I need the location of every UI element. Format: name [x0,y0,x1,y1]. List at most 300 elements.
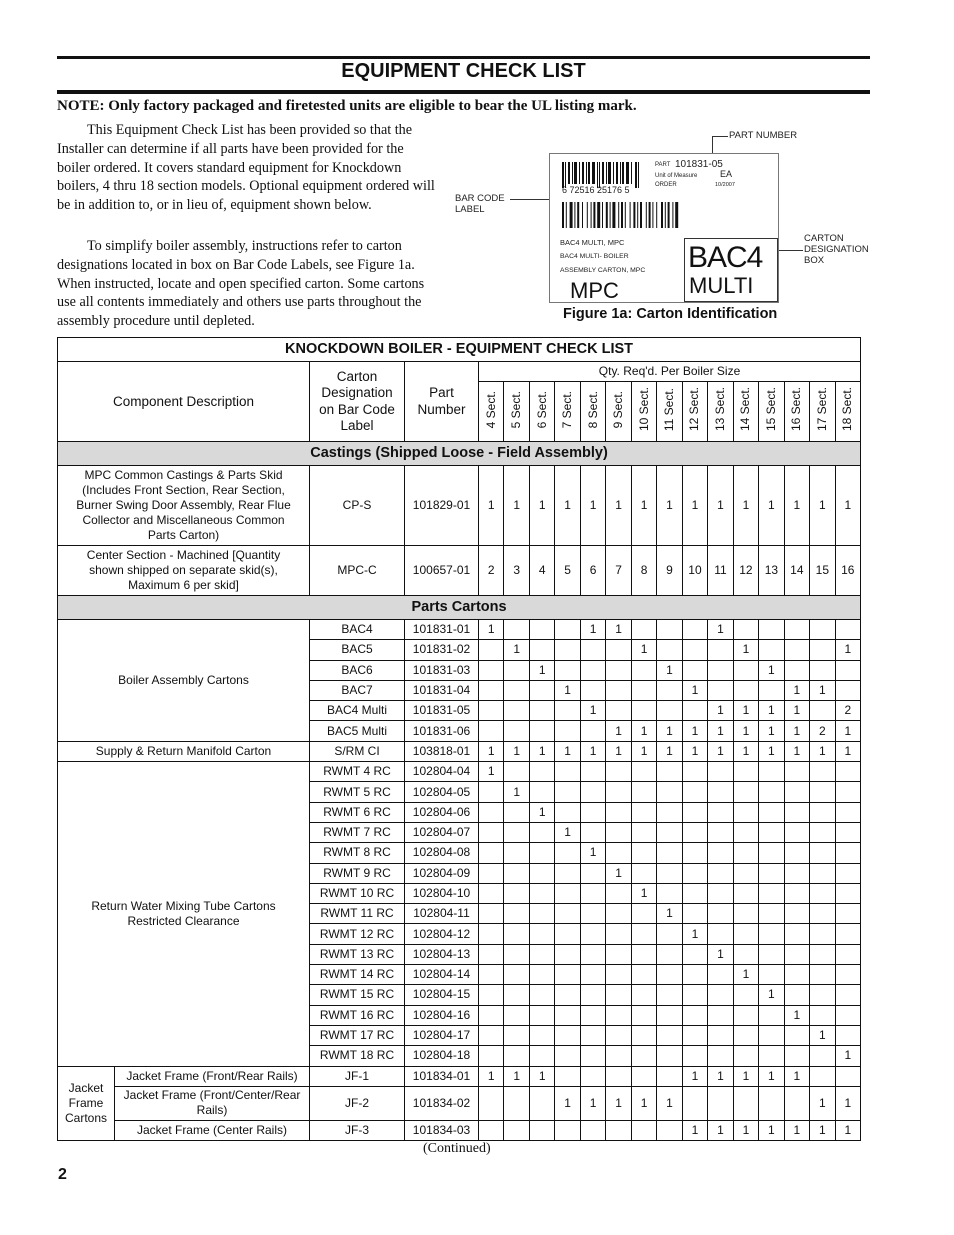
qty-cell [657,924,682,944]
carton-designation: RWMT 6 RC [310,802,405,822]
barcode-bar [640,202,642,228]
qty-cell [784,802,809,822]
qty-cell [759,944,784,964]
label-brand: MPC [570,278,619,303]
qty-cell [733,1046,758,1066]
qty-cell [657,1025,682,1045]
qty-cell [784,1025,809,1045]
qty-cell: 1 [733,965,758,985]
qty-cell: 1 [657,466,682,546]
qty-cell [657,620,682,640]
barcode-bar [606,202,608,228]
qty-cell [631,1046,656,1066]
qty-cell [657,1046,682,1066]
qty-cell: 1 [606,466,631,546]
carton-designation: RWMT 7 RC [310,822,405,842]
qty-cell [529,782,554,802]
barcode-bar [656,202,657,228]
barcode-bar [625,202,626,228]
qty-cell [529,680,554,700]
qty-cell [657,782,682,802]
barcode-bar [621,202,623,228]
qty-cell [529,1046,554,1066]
qty-cell [504,863,529,883]
barcode-bar [652,202,653,228]
qty-cell [835,863,860,883]
carton-paragraph: To simplify boiler assembly, instructions refer to carton designations located in box on Bar Code Labels, see Figure 1a. When instructed, locate and open specified carton. Some cartons use all contents immediately and others use parts throughout the assembly procedure until depleted. [57,238,425,330]
part-number: 101831-05 [405,701,479,721]
qty-cell [529,904,554,924]
qty-cell [580,985,605,1005]
qty-cell [504,965,529,985]
part-number: 102804-08 [405,843,479,863]
carton-designation: JF-1 [310,1066,405,1086]
carton-designation: RWMT 12 RC [310,924,405,944]
qty-cell: 1 [529,466,554,546]
qty-cell [529,985,554,1005]
qty-cell: 1 [784,741,809,761]
barcode-bar [587,202,588,228]
qty-cell [479,1005,504,1025]
component-description: MPC Common Castings & Parts Skid (Includes Front Section, Rear Section, Burner Swing Door Assembly, Rear Flue Collector and Miscellaneous Common Parts Carton) [58,466,310,546]
qty-cell [504,762,529,782]
qty-cell [479,680,504,700]
qty-cell [606,782,631,802]
carton-designation: RWMT 10 RC [310,883,405,903]
table-row [58,1066,861,1086]
size-label: 8 Sect. [585,390,600,429]
qty-cell: 1 [733,701,758,721]
qty-cell: 1 [479,466,504,546]
qty-cell [835,985,860,1005]
qty-cell [835,660,860,680]
qty-cell [784,1046,809,1066]
qty-cell: 1 [708,741,733,761]
qty-cell [784,944,809,964]
qty-cell [606,843,631,863]
component-description: Supply & Return Manifold Carton [58,741,310,761]
qty-cell [555,640,580,660]
qty-cell [733,863,758,883]
qty-cell [631,904,656,924]
qty-cell [504,822,529,842]
qty-cell: 1 [504,1066,529,1086]
qty-cell [504,1005,529,1025]
qty-cell [733,1005,758,1025]
qty-cell [733,1025,758,1045]
qty-cell: 3 [504,546,529,596]
qty-cell [708,1005,733,1025]
qty-cell: 1 [784,1066,809,1086]
callout-carton-designation-box: CARTON DESIGNATION BOX [804,233,869,266]
carton-identification-figure [440,126,880,326]
qty-cell: 1 [504,640,529,660]
part-number: 102804-05 [405,782,479,802]
qty-cell [810,1066,835,1086]
size-label: 15 Sect. [763,387,778,432]
qty-cell: 6 [580,546,605,596]
qty-cell [759,904,784,924]
qty-cell: 1 [682,1120,707,1140]
qty-cell [555,1005,580,1025]
carton-designation: RWMT 18 RC [310,1046,405,1066]
size-header [810,382,835,442]
qty-cell [479,721,504,741]
table-row [58,741,861,761]
qty-cell [682,944,707,964]
qty-cell [784,843,809,863]
qty-cell [606,985,631,1005]
size-label: 5 Sect. [509,390,524,429]
qty-cell [733,904,758,924]
qty-cell: 1 [682,1066,707,1086]
section-castings-row [58,442,861,466]
qty-cell: 1 [631,741,656,761]
qty-cell [479,822,504,842]
qty-cell [631,1025,656,1045]
carton-designation: JF-3 [310,1120,405,1140]
qty-cell: 1 [682,721,707,741]
qty-cell [606,924,631,944]
qty-cell: 1 [784,721,809,741]
callout-bar-code-label: BAR CODE LABEL [455,193,505,215]
barcode-digits: 6 72516 25176 5 [562,185,630,195]
qty-cell: 1 [708,944,733,964]
qty-cell [682,822,707,842]
carton-designation: BAC5 Multi [310,721,405,741]
qty-cell: 1 [631,466,656,546]
qty-cell: 1 [479,762,504,782]
qty-cell [529,721,554,741]
qty-cell [606,1025,631,1045]
qty-cell [606,802,631,822]
qty-cell: 1 [631,1086,656,1120]
qty-cell [810,965,835,985]
part-number: 102804-04 [405,762,479,782]
qty-cell: 1 [580,466,605,546]
qty-cell [708,680,733,700]
carton-designation: RWMT 8 RC [310,843,405,863]
qty-cell [580,782,605,802]
part-number: 101831-02 [405,640,479,660]
part-number: 101834-01 [405,1066,479,1086]
qty-cell [631,822,656,842]
qty-cell [580,863,605,883]
qty-cell: 1 [810,741,835,761]
qty-cell: 1 [708,620,733,640]
qty-cell [657,985,682,1005]
qty-cell: 1 [835,466,860,546]
qty-cell [708,822,733,842]
qty-cell [708,985,733,1005]
section-parts-cartons: Parts Cartons [58,596,861,620]
qty-cell [631,863,656,883]
qty-cell [580,1066,605,1086]
part-number: 102804-10 [405,883,479,903]
qty-cell [682,620,707,640]
label-part-number: 101831-05 [675,159,723,170]
qty-cell [529,640,554,660]
qty-cell [631,660,656,680]
qty-cell [682,1005,707,1025]
qty-cell [631,762,656,782]
qty-cell [606,701,631,721]
qty-cell [682,1046,707,1066]
size-header [708,382,733,442]
qty-cell [708,965,733,985]
label-uom: EA [720,169,733,179]
qty-cell [479,944,504,964]
qty-cell [759,620,784,640]
qty-cell [759,802,784,822]
barcode-bar [610,202,611,228]
page-title: EQUIPMENT CHECK LIST [341,60,586,82]
qty-cell: 1 [682,924,707,944]
qty-cell [504,904,529,924]
qty-cell [580,1025,605,1045]
qty-cell [810,660,835,680]
qty-cell [555,782,580,802]
qty-cell: 1 [555,741,580,761]
qty-cell: 1 [708,466,733,546]
part-number: 101834-02 [405,1086,479,1120]
qty-cell [631,782,656,802]
qty-cell [580,640,605,660]
qty-cell: 1 [810,466,835,546]
barcode-bar [646,202,647,228]
qty-cell [504,620,529,640]
size-label: 18 Sect. [840,387,855,432]
qty-cell [555,721,580,741]
size-label: 10 Sect. [636,387,651,432]
qty-cell [759,640,784,660]
size-label: 9 Sect. [611,390,626,429]
qty-cell [708,863,733,883]
qty-cell [682,985,707,1005]
part-number: 100657-01 [405,546,479,596]
qty-cell [784,1086,809,1120]
qty-cell: 1 [657,1086,682,1120]
barcode-bar [633,202,635,228]
qty-cell [606,1005,631,1025]
qty-cell [708,1025,733,1045]
qty-cell [810,640,835,660]
qty-cell [708,782,733,802]
component-description: Center Section - Machined [Quantity shown shipped on separate skid(s), Maximum 6 per skid] [58,546,310,596]
figure-caption: Figure 1a: Carton Identification [563,306,778,322]
qty-cell [555,924,580,944]
qty-cell [631,924,656,944]
qty-cell [555,883,580,903]
qty-cell [631,1005,656,1025]
qty-cell [835,822,860,842]
barcode-bar [593,202,595,228]
qty-cell [708,904,733,924]
qty-cell [555,1120,580,1140]
qty-cell [784,985,809,1005]
qty-cell [529,701,554,721]
size-label: 6 Sect. [534,390,549,429]
qty-cell [580,904,605,924]
component-description: Jacket Frame (Front/Center/Rear Rails) [115,1086,310,1120]
qty-cell: 1 [835,1086,860,1120]
qty-cell: 1 [682,680,707,700]
size-header [529,382,554,442]
qty-cell: 1 [784,466,809,546]
carton-designation: BAC4 [310,620,405,640]
qty-cell [835,924,860,944]
table-row [58,1120,861,1140]
qty-cell [733,822,758,842]
qty-cell [810,620,835,640]
table-row [58,466,861,546]
qty-cell: 1 [529,741,554,761]
carton-designation: RWMT 13 RC [310,944,405,964]
section-castings: Castings (Shipped Loose - Field Assembly) [58,442,861,466]
size-header [682,382,707,442]
qty-cell [631,944,656,964]
qty-cell [784,924,809,944]
qty-cell [555,802,580,822]
qty-cell [657,1066,682,1086]
component-description: Jacket Frame (Front/Rear Rails) [115,1066,310,1086]
qty-cell [504,843,529,863]
qty-cell [631,985,656,1005]
qty-cell [657,640,682,660]
qty-cell: 1 [835,1046,860,1066]
qty-cell [759,965,784,985]
qty-cell [504,1086,529,1120]
qty-cell: 1 [580,701,605,721]
qty-cell [682,640,707,660]
qty-cell [784,660,809,680]
qty-cell [606,1046,631,1066]
carton-designation: RWMT 11 RC [310,904,405,924]
qty-cell [733,802,758,822]
qty-cell: 1 [657,721,682,741]
barcode-bar [574,202,575,228]
qty-cell [835,782,860,802]
ul-listing-note: NOTE: Only factory packaged and firetested units are eligible to bear the UL listing mark. [57,98,637,114]
qty-cell [555,701,580,721]
qty-cell [529,620,554,640]
qty-cell [759,762,784,782]
qty-cell: 1 [529,802,554,822]
part-number: 102804-11 [405,904,479,924]
carton-designation: RWMT 4 RC [310,762,405,782]
size-label: 13 Sect. [712,387,727,432]
qty-cell: 1 [784,1005,809,1025]
boiler-assembly-group: Boiler Assembly Cartons [58,620,310,742]
part-number: 101831-06 [405,721,479,741]
qty-cell [606,1120,631,1140]
qty-cell [529,965,554,985]
size-header [555,382,580,442]
top-rule [57,56,870,59]
jacket-frame-group: Jacket Frame Cartons [58,1066,115,1141]
part-number: 102804-15 [405,985,479,1005]
size-label: 12 Sect. [687,387,702,432]
qty-cell [555,843,580,863]
qty-cell [504,985,529,1005]
qty-cell [479,802,504,822]
qty-cell [784,640,809,660]
qty-cell [784,782,809,802]
qty-cell [835,843,860,863]
qty-cell [504,944,529,964]
carton-box-line1: BAC4 [688,241,763,274]
qty-cell [682,843,707,863]
qty-cell [555,985,580,1005]
qty-cell: 1 [606,1086,631,1120]
qty-cell [529,1120,554,1140]
qty-cell [733,924,758,944]
part-number: 102804-16 [405,1005,479,1025]
carton-designation: RWMT 17 RC [310,1025,405,1045]
barcode-bar [612,202,615,228]
qty-cell [580,1120,605,1140]
label-uom-prefix: Unit of Measure [655,173,698,179]
qty-cell [759,1046,784,1066]
qty-cell [759,863,784,883]
qty-cell [555,620,580,640]
qty-cell [555,904,580,924]
qty-cell [657,843,682,863]
qty-cell [708,1086,733,1120]
barcode-bar [566,202,567,228]
qty-cell [504,701,529,721]
qty-cell [479,1120,504,1140]
qty-cell [733,883,758,903]
qty-cell [555,863,580,883]
qty-cell [810,762,835,782]
qty-cell [479,863,504,883]
barcode-bar [649,202,651,228]
qty-cell: 1 [759,985,784,1005]
barcode-bar [597,202,600,228]
qty-cell: 1 [810,1086,835,1120]
qty-cell [606,660,631,680]
qty-cell [682,660,707,680]
size-header [580,382,605,442]
barcode-bar [582,202,583,228]
component-description: Jacket Frame (Center Rails) [115,1120,310,1140]
qty-cell: 1 [529,660,554,680]
qty-cell: 1 [555,1086,580,1120]
qty-cell [733,1086,758,1120]
qty-cell [631,620,656,640]
qty-cell [759,1005,784,1025]
qty-cell [835,1025,860,1045]
table-title: KNOCKDOWN BOILER - EQUIPMENT CHECK LIST [58,338,861,362]
carton-designation: S/RM CI [310,741,405,761]
qty-cell: 1 [810,1120,835,1140]
qty-cell: 1 [759,660,784,680]
carton-designation: BAC7 [310,680,405,700]
qty-cell: 1 [733,1066,758,1086]
barcode-bar [675,202,678,228]
size-header [479,382,504,442]
qty-cell: 1 [682,466,707,546]
col-carton-designation: Carton Designation on Bar Code Label [310,362,405,442]
qty-cell: 1 [606,741,631,761]
label-desc-line2: BAC4 MULTI- BOILER [560,253,629,260]
qty-cell [479,1025,504,1045]
qty-cell [835,802,860,822]
qty-cell: 10 [682,546,707,596]
barcode-bar [570,202,573,228]
qty-cell: 1 [708,721,733,741]
